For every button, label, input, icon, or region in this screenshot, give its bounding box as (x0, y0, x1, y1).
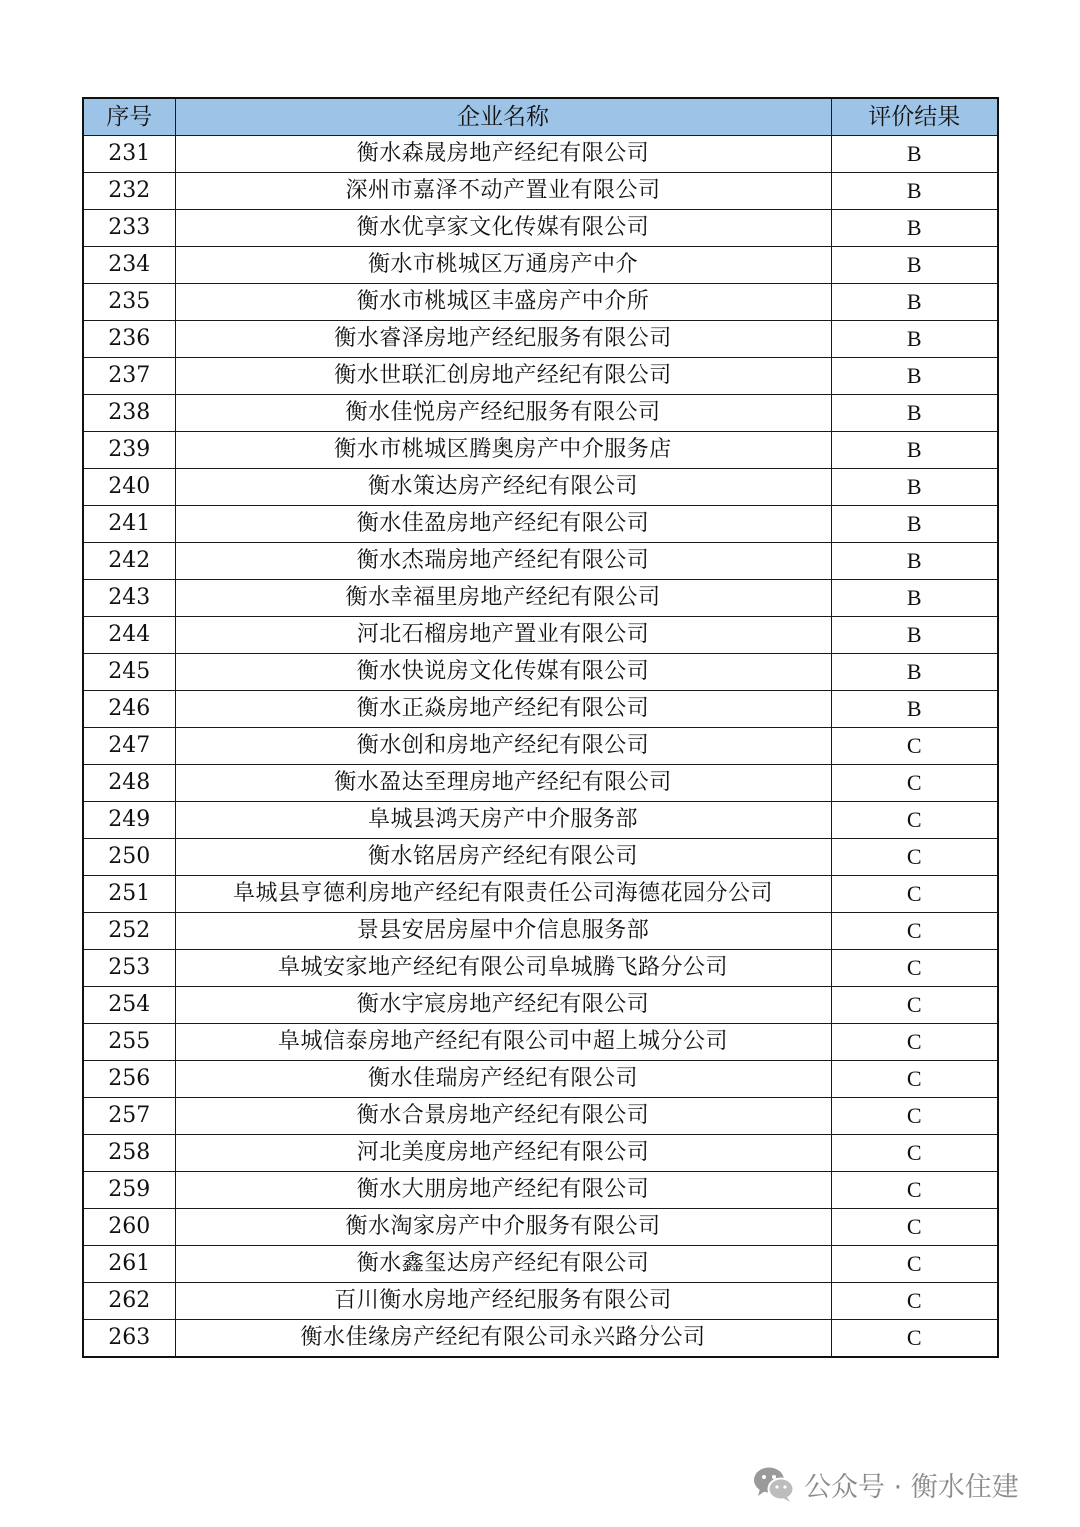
serial-number-cell: 247 (83, 728, 175, 765)
table-row (83, 1024, 998, 1061)
company-name-cell: 衡水淘家房产中介服务有限公司 (175, 1209, 831, 1246)
evaluation-result-cell: B (831, 617, 998, 654)
table-row (83, 395, 998, 432)
serial-number-cell: 263 (83, 1320, 175, 1358)
company-name-cell: 衡水大朋房地产经纪有限公司 (175, 1172, 831, 1209)
evaluation-result-cell: B (831, 210, 998, 247)
company-name-cell: 衡水佳悦房产经纪服务有限公司 (175, 395, 831, 432)
evaluation-result-cell: B (831, 543, 998, 580)
serial-number-cell: 241 (83, 506, 175, 543)
serial-number-cell: 238 (83, 395, 175, 432)
evaluation-result-cell: B (831, 358, 998, 395)
company-name-cell: 衡水佳缘房产经纪有限公司永兴路分公司 (175, 1320, 831, 1358)
evaluation-result-cell: C (831, 987, 998, 1024)
company-name-cell: 衡水市桃城区万通房产中介 (175, 247, 831, 284)
header-company-name: 企业名称 (175, 98, 831, 136)
table-body (83, 136, 998, 1358)
table-row (83, 802, 998, 839)
company-name-cell: 衡水佳盈房地产经纪有限公司 (175, 506, 831, 543)
evaluation-result-cell: C (831, 950, 998, 987)
serial-number-cell: 252 (83, 913, 175, 950)
company-name-cell: 衡水世联汇创房地产经纪有限公司 (175, 358, 831, 395)
serial-number-cell: 249 (83, 802, 175, 839)
table-row (83, 950, 998, 987)
evaluation-result-cell: B (831, 580, 998, 617)
serial-number-cell: 237 (83, 358, 175, 395)
table-row (83, 469, 998, 506)
table-row (83, 284, 998, 321)
evaluation-result-cell: C (831, 1283, 998, 1320)
serial-number-cell: 259 (83, 1172, 175, 1209)
evaluation-result-cell: C (831, 728, 998, 765)
table-row (83, 1320, 998, 1358)
serial-number-cell: 250 (83, 839, 175, 876)
company-name-cell: 衡水睿泽房地产经纪服务有限公司 (175, 321, 831, 358)
table-row (83, 876, 998, 913)
serial-number-cell: 231 (83, 136, 175, 173)
table-row (83, 1172, 998, 1209)
company-name-cell: 阜城县亨德利房地产经纪有限责任公司海德花园分公司 (175, 876, 831, 913)
company-name-cell: 景县安居房屋中介信息服务部 (175, 913, 831, 950)
table-row (83, 617, 998, 654)
table-row (83, 136, 998, 173)
evaluation-result-cell: B (831, 432, 998, 469)
evaluation-result-cell: C (831, 1246, 998, 1283)
company-name-cell: 深州市嘉泽不动产置业有限公司 (175, 173, 831, 210)
company-name-cell: 河北石榴房地产置业有限公司 (175, 617, 831, 654)
serial-number-cell: 239 (83, 432, 175, 469)
evaluation-result-cell: C (831, 1172, 998, 1209)
table-row (83, 432, 998, 469)
evaluation-result-cell: B (831, 469, 998, 506)
company-name-cell: 衡水合景房地产经纪有限公司 (175, 1098, 831, 1135)
evaluation-result-cell: C (831, 1135, 998, 1172)
company-name-cell: 阜城信泰房地产经纪有限公司中超上城分公司 (175, 1024, 831, 1061)
serial-number-cell: 234 (83, 247, 175, 284)
table-row (83, 765, 998, 802)
serial-number-cell: 233 (83, 210, 175, 247)
evaluation-result-cell: B (831, 321, 998, 358)
serial-number-cell: 261 (83, 1246, 175, 1283)
wechat-icon (752, 1464, 796, 1504)
company-name-cell: 衡水佳瑞房产经纪有限公司 (175, 1061, 831, 1098)
company-name-cell: 百川衡水房地产经纪服务有限公司 (175, 1283, 831, 1320)
header-row (83, 98, 998, 136)
evaluation-result-cell: B (831, 284, 998, 321)
serial-number-cell: 253 (83, 950, 175, 987)
serial-number-cell: 258 (83, 1135, 175, 1172)
table-row (83, 173, 998, 210)
evaluation-result-cell: C (831, 913, 998, 950)
evaluation-result-cell: C (831, 1098, 998, 1135)
company-name-cell: 衡水盈达至理房地产经纪有限公司 (175, 765, 831, 802)
company-name-cell: 衡水市桃城区丰盛房产中介所 (175, 284, 831, 321)
table-row (83, 839, 998, 876)
table-row (83, 247, 998, 284)
serial-number-cell: 236 (83, 321, 175, 358)
serial-number-cell: 242 (83, 543, 175, 580)
serial-number-cell: 248 (83, 765, 175, 802)
company-name-cell: 衡水杰瑞房地产经纪有限公司 (175, 543, 831, 580)
evaluation-result-cell: C (831, 1209, 998, 1246)
evaluation-result-cell: B (831, 654, 998, 691)
company-name-cell: 衡水策达房产经纪有限公司 (175, 469, 831, 506)
header-serial-number: 序号 (83, 98, 175, 136)
evaluation-result-cell: C (831, 1024, 998, 1061)
serial-number-cell: 240 (83, 469, 175, 506)
evaluation-result-cell: C (831, 802, 998, 839)
serial-number-cell: 257 (83, 1098, 175, 1135)
table-row (83, 358, 998, 395)
table-row (83, 1209, 998, 1246)
table-row (83, 1283, 998, 1320)
serial-number-cell: 251 (83, 876, 175, 913)
serial-number-cell: 246 (83, 691, 175, 728)
serial-number-cell: 243 (83, 580, 175, 617)
company-name-cell: 衡水正焱房地产经纪有限公司 (175, 691, 831, 728)
table-row (83, 580, 998, 617)
table-row (83, 1135, 998, 1172)
evaluation-result-cell: B (831, 136, 998, 173)
serial-number-cell: 254 (83, 987, 175, 1024)
evaluation-result-cell: B (831, 247, 998, 284)
table-row (83, 728, 998, 765)
evaluation-result-cell: C (831, 765, 998, 802)
evaluation-result-cell: B (831, 691, 998, 728)
serial-number-cell: 260 (83, 1209, 175, 1246)
company-name-cell: 衡水铭居房产经纪有限公司 (175, 839, 831, 876)
evaluation-result-cell: B (831, 173, 998, 210)
company-name-cell: 衡水创和房地产经纪有限公司 (175, 728, 831, 765)
evaluation-result-cell: C (831, 839, 998, 876)
company-name-cell: 衡水快说房文化传媒有限公司 (175, 654, 831, 691)
watermark-text: 公众号 · 衡水住建 (804, 1471, 1019, 1503)
company-name-cell: 衡水森晟房地产经纪有限公司 (175, 136, 831, 173)
header-evaluation-result: 评价结果 (831, 98, 998, 136)
table-row (83, 1246, 998, 1283)
company-name-cell: 衡水幸福里房地产经纪有限公司 (175, 580, 831, 617)
table-row (83, 506, 998, 543)
evaluation-result-cell: B (831, 506, 998, 543)
company-name-cell: 阜城县鸿天房产中介服务部 (175, 802, 831, 839)
company-name-cell: 衡水市桃城区腾奥房产中介服务店 (175, 432, 831, 469)
serial-number-cell: 256 (83, 1061, 175, 1098)
table-row (83, 321, 998, 358)
evaluation-result-cell: C (831, 1320, 998, 1358)
table-row (83, 1098, 998, 1135)
table-row (83, 913, 998, 950)
table-row (83, 210, 998, 247)
table-header (83, 98, 998, 136)
table-row (83, 543, 998, 580)
serial-number-cell: 245 (83, 654, 175, 691)
table-row (83, 654, 998, 691)
company-name-cell: 河北美度房地产经纪有限公司 (175, 1135, 831, 1172)
serial-number-cell: 244 (83, 617, 175, 654)
table-row (83, 691, 998, 728)
table-row (83, 1061, 998, 1098)
evaluation-result-cell: C (831, 876, 998, 913)
watermark (752, 1462, 1019, 1506)
company-name-cell: 衡水鑫玺达房产经纪有限公司 (175, 1246, 831, 1283)
serial-number-cell: 255 (83, 1024, 175, 1061)
company-name-cell: 阜城安家地产经纪有限公司阜城腾飞路分公司 (175, 950, 831, 987)
company-name-cell: 衡水优享家文化传媒有限公司 (175, 210, 831, 247)
table-row (83, 987, 998, 1024)
serial-number-cell: 262 (83, 1283, 175, 1320)
evaluation-result-cell: B (831, 395, 998, 432)
serial-number-cell: 235 (83, 284, 175, 321)
company-name-cell: 衡水宇宸房地产经纪有限公司 (175, 987, 831, 1024)
evaluation-result-cell: C (831, 1061, 998, 1098)
serial-number-cell: 232 (83, 173, 175, 210)
rating-table (82, 97, 999, 1358)
